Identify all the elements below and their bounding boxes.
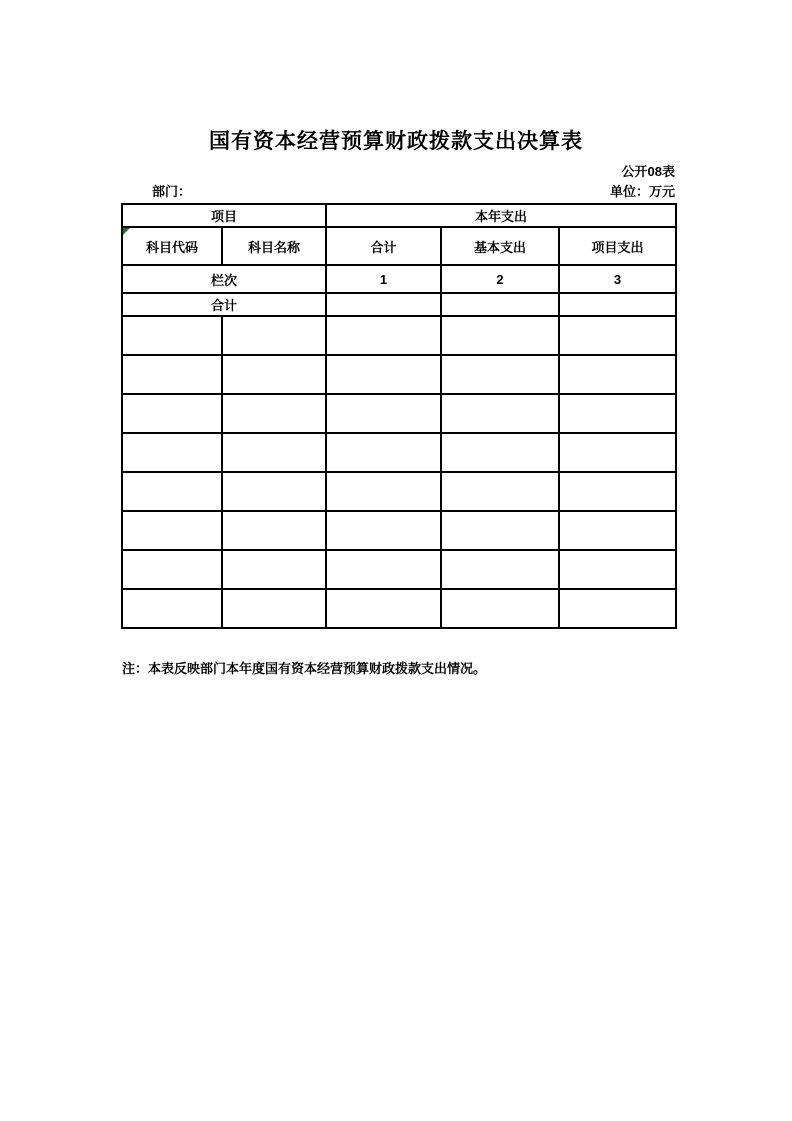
column-index-row bbox=[122, 265, 676, 293]
empty-cell bbox=[441, 433, 559, 472]
footnote: 注：本表反映部门本年度国有资本经营预算财政拨款支出情况。 bbox=[122, 661, 487, 676]
header-columns-row bbox=[122, 227, 676, 265]
expenditure-table bbox=[121, 203, 677, 629]
form-code-label: 公开08表 bbox=[621, 164, 675, 179]
empty-cell bbox=[559, 355, 676, 394]
empty-cell bbox=[559, 511, 676, 550]
header-cell-subject-code bbox=[122, 227, 222, 265]
empty-cell bbox=[326, 550, 441, 589]
empty-cell bbox=[559, 550, 676, 589]
empty-cell bbox=[222, 316, 326, 355]
table-row bbox=[122, 472, 676, 511]
empty-cell bbox=[122, 355, 222, 394]
header-cell-current-year-group: 本年支出 bbox=[326, 204, 676, 227]
empty-cell bbox=[222, 472, 326, 511]
empty-cell bbox=[326, 433, 441, 472]
empty-cell bbox=[326, 511, 441, 550]
table-row bbox=[122, 589, 676, 628]
empty-cell bbox=[441, 355, 559, 394]
empty-cell bbox=[326, 394, 441, 433]
empty-cell bbox=[222, 394, 326, 433]
empty-cell bbox=[122, 589, 222, 628]
empty-cell bbox=[441, 316, 559, 355]
table-row bbox=[122, 355, 676, 394]
empty-cell bbox=[441, 511, 559, 550]
header-group-row bbox=[122, 204, 676, 227]
meta-line bbox=[121, 181, 675, 200]
empty-cell bbox=[326, 316, 441, 355]
table-row bbox=[122, 316, 676, 355]
empty-cell bbox=[122, 316, 222, 355]
column-index-label-cell: 栏次 bbox=[122, 265, 326, 293]
empty-cell bbox=[222, 550, 326, 589]
empty-cell bbox=[222, 355, 326, 394]
page-title: 国有资本经营预算财政拨款支出决算表 bbox=[209, 130, 583, 153]
empty-cell bbox=[559, 394, 676, 433]
header-cell-project-expenditure: 项目支出 bbox=[559, 227, 676, 265]
header-cell-project-group: 项目 bbox=[122, 204, 326, 227]
empty-cell bbox=[326, 472, 441, 511]
empty-cell bbox=[222, 511, 326, 550]
header-cell-subject-name: 科目名称 bbox=[222, 227, 326, 265]
total-row-total bbox=[326, 293, 441, 316]
table-row bbox=[122, 550, 676, 589]
empty-cell bbox=[122, 433, 222, 472]
header-cell-basic-expenditure: 基本支出 bbox=[441, 227, 559, 265]
empty-cell bbox=[441, 550, 559, 589]
empty-cell bbox=[559, 433, 676, 472]
table-row bbox=[122, 511, 676, 550]
empty-cell bbox=[441, 472, 559, 511]
empty-cell bbox=[122, 550, 222, 589]
empty-cell bbox=[222, 589, 326, 628]
total-row bbox=[122, 293, 676, 316]
empty-cell bbox=[122, 394, 222, 433]
header-cell-total: 合计 bbox=[326, 227, 441, 265]
empty-cell bbox=[559, 472, 676, 511]
total-row-basic bbox=[441, 293, 559, 316]
empty-cell bbox=[122, 511, 222, 550]
department-label: 部门： bbox=[152, 184, 192, 199]
empty-cell bbox=[441, 589, 559, 628]
total-row-project bbox=[559, 293, 676, 316]
column-index-3: 3 bbox=[559, 265, 676, 293]
column-index-2: 2 bbox=[441, 265, 559, 293]
empty-cell bbox=[122, 472, 222, 511]
empty-cell bbox=[222, 433, 326, 472]
empty-cell bbox=[559, 316, 676, 355]
table-row bbox=[122, 433, 676, 472]
table-row bbox=[122, 394, 676, 433]
empty-cell bbox=[559, 589, 676, 628]
empty-cell bbox=[441, 394, 559, 433]
total-row-label: 合计 bbox=[122, 293, 326, 316]
error-triangle-icon bbox=[123, 228, 130, 235]
empty-cell bbox=[326, 589, 441, 628]
subject-code-label: 科目代码 bbox=[145, 239, 198, 255]
empty-cell bbox=[326, 355, 441, 394]
unit-label: 单位：万元 bbox=[609, 184, 675, 199]
column-index-1: 1 bbox=[326, 265, 441, 293]
